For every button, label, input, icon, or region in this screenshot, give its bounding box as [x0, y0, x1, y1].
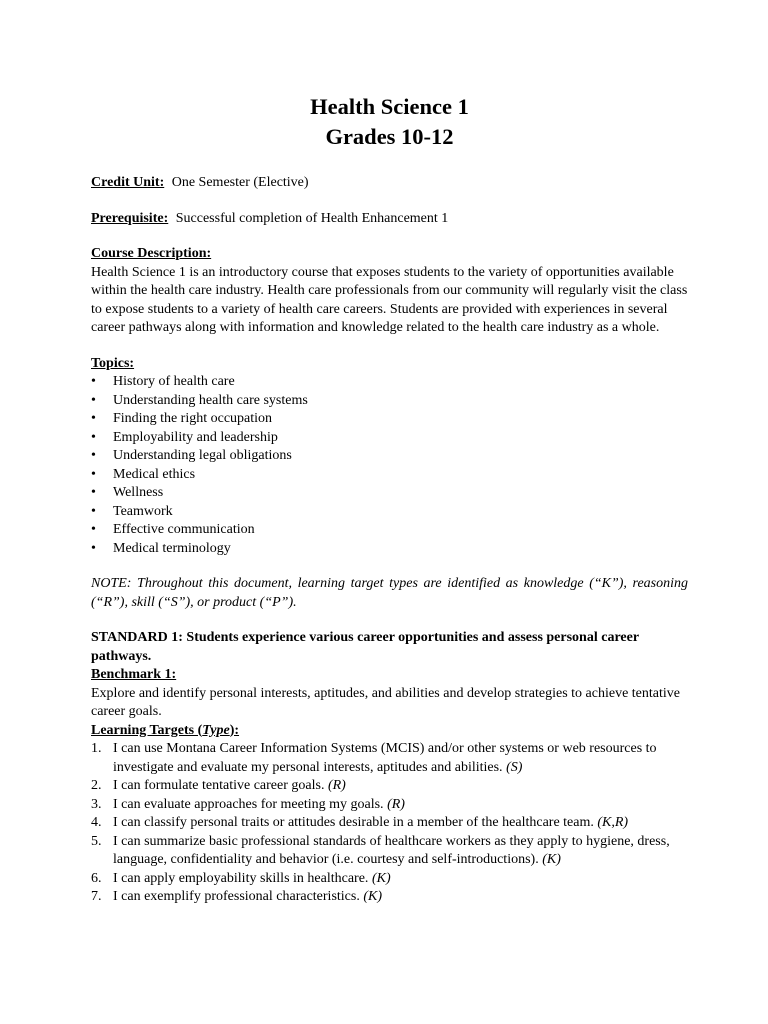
- learning-target-number: 6.: [91, 870, 102, 886]
- learning-target-type: (R): [387, 796, 405, 812]
- learning-target-type: (S): [506, 759, 523, 775]
- learning-target-item: [91, 777, 688, 796]
- learning-target-text: I can classify personal traits or attitudes desirable in a member of the healthcare team.: [113, 815, 598, 830]
- learning-targets-type-word: Type: [202, 722, 230, 738]
- learning-target-type: (K): [363, 889, 383, 904]
- learning-target-number: 3.: [91, 796, 102, 812]
- topic-text: Effective communication: [113, 522, 255, 537]
- learning-target-number: 7.: [91, 889, 102, 904]
- bullet-icon: •: [91, 374, 96, 389]
- topic-item: [91, 447, 688, 466]
- learning-target-type: (K,R): [597, 815, 629, 830]
- prerequisite-label: Prerequisite:: [91, 210, 169, 226]
- learning-target-item: [91, 740, 688, 777]
- course-description: [91, 245, 688, 338]
- topics-label: Topics:: [91, 355, 135, 371]
- learning-target-type: (R): [327, 778, 346, 793]
- learning-targets-label: [91, 722, 688, 741]
- learning-target-item: [91, 870, 688, 889]
- learning-target-item: [91, 833, 688, 870]
- topics-list: [91, 373, 688, 558]
- topic-text: History of health care: [113, 374, 235, 389]
- topic-item: [91, 410, 688, 429]
- standard-1-heading: STANDARD 1: Students experience various career opportunities and assess personal career pathways.: [91, 630, 639, 664]
- learning-target-type: (K): [371, 870, 391, 886]
- topic-item: [91, 540, 688, 559]
- bullet-icon: •: [91, 448, 96, 463]
- document-title: [91, 92, 688, 152]
- topic-text: Medical ethics: [113, 466, 196, 482]
- learning-target-text: I can evaluate approaches for meeting my goals.: [113, 796, 388, 812]
- course-description-label: Course Description:: [91, 246, 212, 261]
- credit-unit-label: Credit Unit:: [91, 175, 165, 190]
- topic-text: Understanding legal obligations: [113, 448, 292, 463]
- bullet-icon: •: [91, 411, 96, 426]
- topic-text: Understanding health care systems: [113, 392, 308, 408]
- bullet-icon: •: [91, 429, 96, 445]
- topic-item: [91, 503, 688, 522]
- topic-text: Teamwork: [113, 503, 173, 519]
- learning-target-text: I can use Montana Career Information Systems (MCIS) and/or other systems or web resources to investigate and evaluate my personal interests, aptitudes and abilities.: [113, 741, 657, 775]
- learning-target-number: 1.: [91, 741, 102, 756]
- topics-section: [91, 355, 688, 559]
- topic-text: Finding the right occupation: [113, 411, 273, 426]
- bullet-icon: •: [91, 540, 96, 556]
- title-line-1: Health Science 1: [310, 94, 469, 119]
- learning-target-item: [91, 814, 688, 833]
- bullet-icon: •: [91, 522, 96, 537]
- learning-targets-list: [91, 740, 688, 907]
- benchmark-1-label: Benchmark 1:: [91, 667, 177, 682]
- topic-text: Wellness: [113, 485, 164, 500]
- prerequisite-value: Successful completion of Health Enhancement 1: [175, 210, 449, 226]
- learning-target-item: [91, 796, 688, 815]
- bullet-icon: •: [91, 485, 96, 500]
- learning-target-number: 4.: [91, 815, 102, 830]
- learning-target-number: 5.: [91, 833, 102, 849]
- learning-targets-suffix: ):: [229, 722, 240, 738]
- bullet-icon: •: [91, 392, 96, 408]
- standard-1: [91, 629, 688, 907]
- learning-target-text: I can summarize basic professional standards of healthcare workers as they apply to hygiene, dress, language, confidentiality and behavior (i.e. courtesy and self-introductions).: [113, 833, 670, 867]
- learning-target-text: I can exemplify professional characteristics.: [113, 889, 364, 904]
- benchmark-1-text: Explore and identify personal interests, aptitudes, and abilities and develop strategies to achieve tentative career goals.: [91, 685, 680, 719]
- prerequisite: [91, 210, 688, 229]
- topic-item: [91, 521, 688, 540]
- credit-unit-value: One Semester (Elective): [171, 175, 309, 190]
- bullet-icon: •: [91, 503, 96, 519]
- topic-text: Medical terminology: [113, 540, 231, 556]
- learning-target-type: (K): [542, 852, 561, 867]
- topic-item: [91, 392, 688, 411]
- learning-target-item: [91, 888, 688, 907]
- bullet-icon: •: [91, 466, 96, 482]
- note-text: NOTE: Throughout this document, learning target types are identified as knowledge (“K”), reasoning (“R”), skill (“S”), or product (“P”).: [91, 576, 688, 610]
- topic-item: [91, 429, 688, 448]
- learning-target-text: I can formulate tentative career goals.: [113, 778, 328, 793]
- topic-item: [91, 466, 688, 485]
- course-description-text: Health Science 1 is an introductory course that exposes students to the variety of opportunities available within the health care industry. Health care professionals from our community will regularly visit the class to expose students to a variety of health care careers. Students are provided with experiences in several career pathways along with information and knowledge related to the health care industry as a whole.: [91, 264, 688, 335]
- title-line-2: Grades 10-12: [325, 124, 454, 149]
- learning-target-text: I can apply employability skills in healthcare.: [113, 870, 372, 886]
- learning-targets-prefix: Learning Targets (: [91, 722, 203, 738]
- topic-item: [91, 484, 688, 503]
- topic-text: Employability and leadership: [113, 429, 278, 445]
- credit-unit: [91, 174, 688, 193]
- topic-item: [91, 373, 688, 392]
- learning-target-number: 2.: [91, 778, 102, 793]
